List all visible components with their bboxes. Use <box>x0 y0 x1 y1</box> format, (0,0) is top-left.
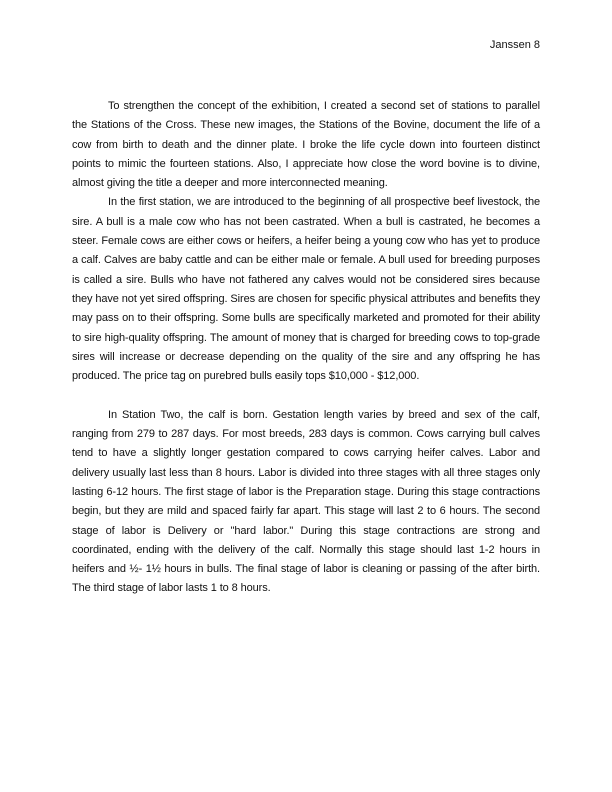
paragraph-station-one: In the first station, we are introduced to the beginning of all prospective beef livestock, the sire. A bull is a male cow who has not been castrated. When a bull is castrated, he becomes a steer. Female cows are either cows or heifers, a heifer being a young cow who has yet to produce a calf. Calves are baby cattle and can be either male or female. A bull used for breeding purposes is called a sire. Bulls who have not fathered any calves would not be considered sires because they have not yet sired offspring. Sires are chosen for specific physical attributes and benefits they may pass on to their offspring. Some bulls are specifically marketed and promoted for their ability to sire high-quality offspring. The amount of money that is charged for breeding cows to top-grade sires will increase or decrease depending on the quality of the sire and any offspring he has produced. The price tag on purebred bulls easily tops $10,000 - $12,000. <box>72 196 540 383</box>
paragraph-station-two: In Station Two, the calf is born. Gestation length varies by breed and sex of the calf, ranging from 279 to 287 days. For most breeds, 283 days is common. Cows carrying bull calves tend to have a slightly longer gestation compared to cows carrying heifer calves. Labor and delivery usually last less than 8 hours. Labor is divided into three stages with all three stages only lasting 6-12 hours. The first stage of labor is the Preparation stage. During this stage contractions begin, but they are mild and spaced fairly far apart. This stage will last 2 to 6 hours. The second stage of labor is Delivery or "hard labor." During this stage contractions are strong and coordinated, ending with the delivery of the calf. Normally this stage should last 1-2 hours in heifers and ½- 1½ hours in bulls. The final stage of labor is cleaning or passing of the after birth. The third stage of labor lasts 1 to 8 hours. <box>72 408 540 595</box>
running-head: Janssen 8 <box>489 39 540 51</box>
paragraph-intro: To strengthen the concept of the exhibition, I created a second set of stations to parallel the Stations of the Cross. These new images, the Stations of the Bovine, document the life of a cow from birth to death and the dinner plate. I broke the life cycle down into fourteen distinct points to mimic the fourteen stations. Also, I appreciate how close the word bovine is to divine, almost giving the title a deeper and more interconnected meaning. <box>72 100 540 190</box>
body-text <box>72 97 540 599</box>
